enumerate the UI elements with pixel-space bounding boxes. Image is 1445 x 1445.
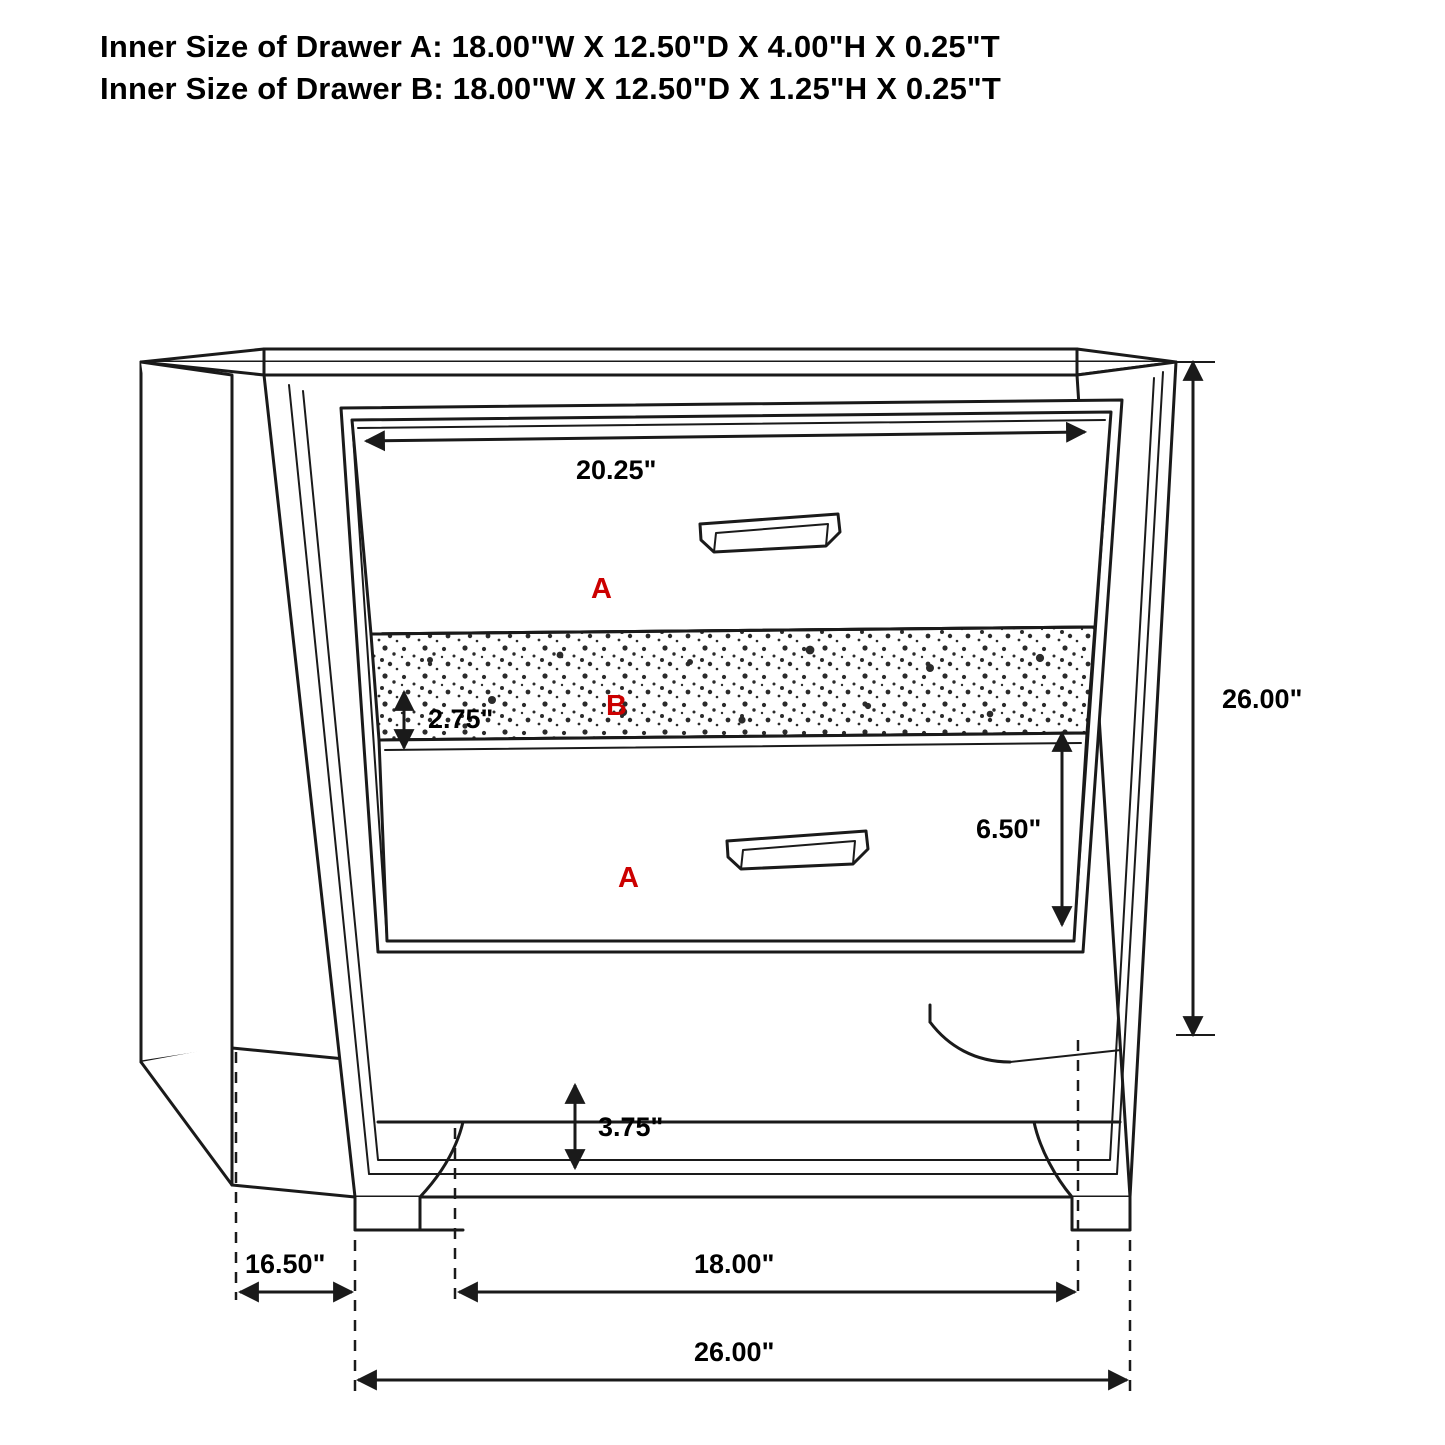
- dim-leg-height: 3.75": [598, 1112, 664, 1142]
- dim-total-width: 26.00": [694, 1337, 775, 1367]
- label-drawer-a-top: A: [591, 573, 612, 605]
- spec-header-line-2: Inner Size of Drawer B: 18.00"W X 12.50"D X 1.25"H X 0.25"T: [100, 71, 1002, 106]
- spec-header-line-1: Inner Size of Drawer A: 18.00"W X 12.50"D X 4.00"H X 0.25"T: [100, 29, 1000, 64]
- label-drawer-a-bottom: A: [618, 862, 639, 894]
- dim-side-depth: 16.50": [245, 1249, 326, 1279]
- dim-inner-width: 18.00": [694, 1249, 775, 1279]
- label-drawer-b: B: [606, 690, 627, 722]
- dim-bottom-drawer-height: 6.50": [976, 814, 1042, 844]
- dim-total-height: 26.00": [1222, 684, 1303, 714]
- dim-drawer-b-height: 2.75": [428, 704, 494, 734]
- dim-top-drawer-width: 20.25": [576, 455, 657, 485]
